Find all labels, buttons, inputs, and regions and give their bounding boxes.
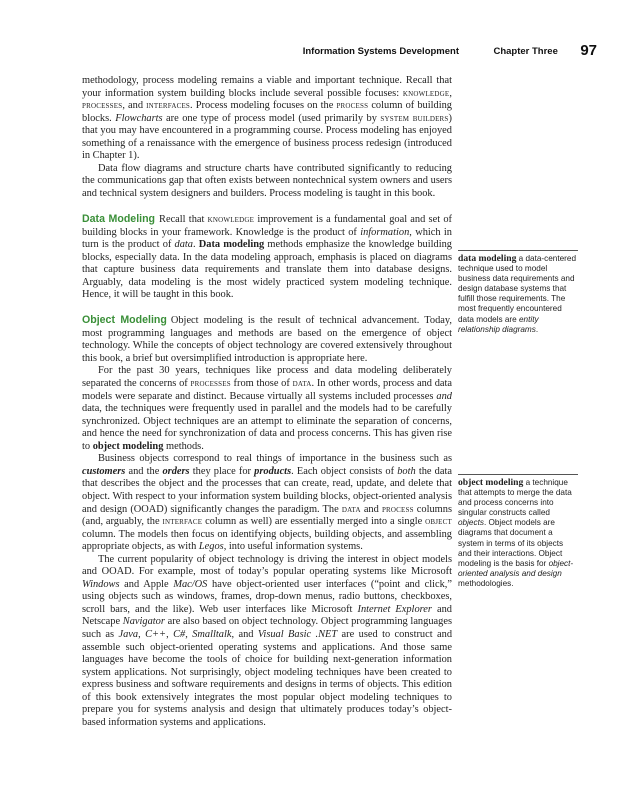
running-head bbox=[303, 41, 597, 59]
margin-note-rule bbox=[458, 250, 578, 251]
running-head-title: Information Systems Development bbox=[302, 46, 459, 57]
paragraph-past-30-years: For the past 30 years, techniques like process and data modeling deliberately separated the concerns of processes from those of data. In other words, process and data models were separate and distinct. Because virtually all systems included processes and data, the techniques were frequently used in parallel and the models had to be carefully synchronized. Object techniques are an attempt to eliminate the separation of concerns, and hence the need for synchronization of data and process concerns. This has given rise to object modeling methods. bbox=[82, 365, 453, 452]
paragraph-data-modeling: Data Modeling Recall that knowledge improvement is a fundamental goal and set of building blocks in your framework. Knowledge is the product of information, which in turn is the product of data. Data modeling methods emphasize the knowledge building blocks, especially data. In the data modeling approach, emphasis is placed on diagrams that capture business data requirements and translate them into database designs. Arguably, data modeling is the most widely practiced system modeling technique. Hence, it will be taught in this book. bbox=[82, 212, 452, 301]
margin-note-term: object modeling bbox=[458, 477, 524, 488]
page-number: 97 bbox=[580, 42, 597, 59]
margin-note-term: data modeling bbox=[458, 253, 517, 264]
paragraph-business-objects: Business objects correspond to real things of importance in the business such as customers and the orders they place for products. Each object consists of both the data that describes the object and the processes that can create, read, update, and delete that object. With respect to your information system building blocks, object-oriented analysis and design (OOAD) significantly changes the paradigm. The data and process columns (and, arguably, the interface column as well) are essentially merged into a single object column. The models then focus on identifying objects, building objects, and assembling appropriate objects, as with Legos, into useful information systems. bbox=[82, 453, 453, 553]
section-heading-data-modeling: Data Modeling bbox=[82, 212, 156, 225]
key-term-data-modeling: Data modeling bbox=[198, 239, 265, 251]
paragraph-current-popularity: The current popularity of object technology is driving the interest in object models and OOAD. For example, most of today’s popular operating systems like Microsoft Windows and Apple Mac/OS have object-oriented user interfaces (“point and click,” using objects such as windows, frames, drop-down menus, radio buttons, checkboxes, scroll bars, and the like). Web user interfaces like Microsoft Internet Explorer and Netscape Navigator are also based on object technology. Object programming languages such as Java, C++, C#, Smalltalk, and Visual Basic .NET are used to construct and assemble such object-oriented operating systems and applications. And those same languages have become the tools of choice for building next-generation information system applications. Not surprisingly, object modeling techniques have been created to express business and software requirements and designs in terms of objects. This edition of this book extensively integrates the most popular object modeling techniques to prepare you for systems analysis and design that ultimately produces today’s object-based information systems and applications. bbox=[82, 553, 453, 728]
margin-note-object-modeling: object modeling a technique that attempts to merge the data and process concerns into singular constructs called objects. Object models are diagrams that document a system in terms of its objects and their interactions. Object modeling is the basis for object-oriented analysis and design methodologies. bbox=[458, 474, 578, 589]
paragraph-object-modeling: Object Modeling Object modeling is the result of technical advancement. Today, most programming languages and methods are based on the emergence of object technology. While the concepts of object technology are covered extensively throughout this book, a brief but oversimplified introduction is appropriate here. bbox=[82, 314, 452, 364]
margin-note-data-modeling: data modeling a data-centered technique used to model business data requirements and design database systems that fulfill those requirements. The most frequently encountered data models are entity relationship diagrams. bbox=[458, 250, 578, 335]
running-head-chapter: Chapter Three bbox=[493, 46, 558, 57]
paragraph-process-modeling: methodology, process modeling remains a viable and important technique. Recall that your information system building blocks include several possible focuses: knowledge, processes, and interfaces. Process modeling focuses on the process column of building blocks. Flowcharts are one type of process model (used primarily by system builders) that you may have encountered in a programming course. Process modeling has enjoyed something of a renaissance with the emergence of business process redesign (introduced in Chapter 1). bbox=[82, 75, 452, 162]
main-text-column bbox=[82, 75, 452, 729]
paragraph-data-flow-diagrams: Data flow diagrams and structure charts have contributed significantly to reducing the communications gap that often exists between nontechnical system owners and users and technical system designers and builders. Process modeling is taught in this book. bbox=[82, 162, 452, 199]
key-term-object-modeling: object modeling bbox=[92, 440, 164, 452]
margin-note-rule bbox=[458, 474, 578, 475]
section-heading-object-modeling: Object Modeling bbox=[82, 314, 167, 327]
